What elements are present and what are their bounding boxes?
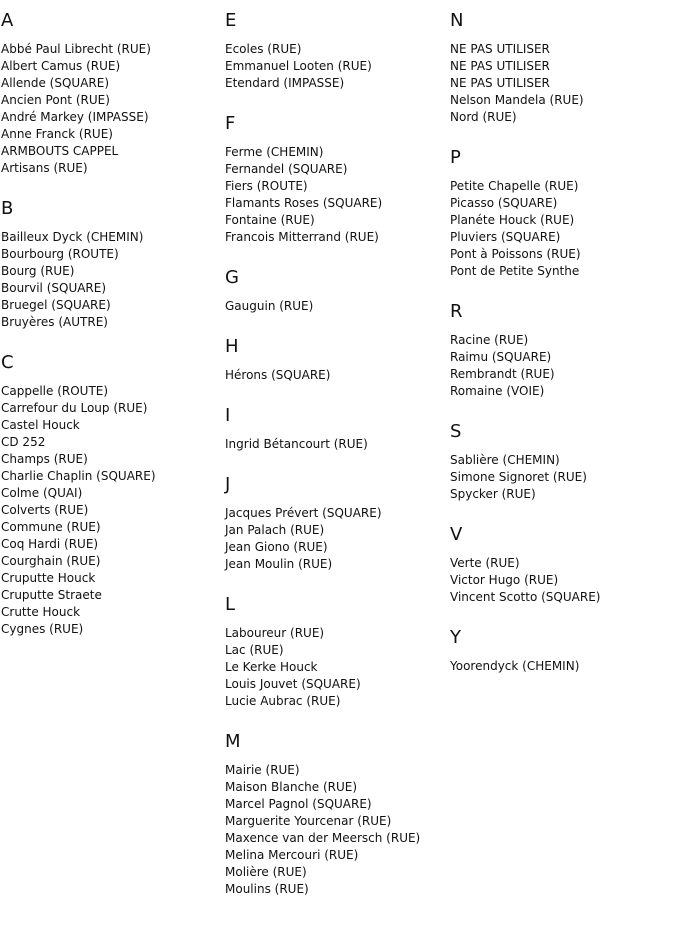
- letter-heading: A: [1, 10, 14, 31]
- street-item: Anne Franck (RUE): [1, 127, 113, 141]
- street-item: Melina Mercouri (RUE): [225, 848, 359, 862]
- letter-heading: M: [225, 731, 241, 752]
- street-item: Planéte Houck (RUE): [450, 213, 575, 227]
- street-item: Petite Chapelle (RUE): [450, 179, 579, 193]
- street-list: [225, 298, 445, 315]
- street-item: Carrefour du Loup (RUE): [1, 401, 148, 415]
- street-item: Pont à Poissons (RUE): [450, 247, 581, 261]
- street-item: Nelson Mandela (RUE): [450, 93, 584, 107]
- street-list: [225, 625, 445, 710]
- street-list: [450, 178, 670, 280]
- letter-heading: V: [450, 524, 463, 545]
- letter-section: [450, 524, 670, 606]
- street-list: [450, 555, 670, 606]
- letter-section: [450, 627, 670, 675]
- street-item: NE PAS UTILISER: [450, 76, 550, 90]
- street-item: Jacques Prévert (SQUARE): [225, 506, 382, 520]
- street-item: Cruputte Straete: [1, 588, 102, 602]
- letter-section: [225, 10, 445, 92]
- street-item: Pont de Petite Synthe: [450, 264, 580, 278]
- index-column-3: [450, 10, 670, 696]
- street-item: Hérons (SQUARE): [225, 368, 331, 382]
- street-item: Fernandel (SQUARE): [225, 162, 348, 176]
- street-item: Moulins (RUE): [225, 882, 309, 896]
- street-item: Raimu (SQUARE): [450, 350, 552, 364]
- index-column-1: [1, 10, 221, 659]
- street-item: Ingrid Bétancourt (RUE): [225, 437, 368, 451]
- street-item: Lac (RUE): [225, 643, 284, 657]
- street-item: Bourvil (SQUARE): [1, 281, 107, 295]
- street-item: Yoorendyck (CHEMIN): [450, 659, 580, 673]
- street-item: Molière (RUE): [225, 865, 307, 879]
- street-list: [225, 367, 445, 384]
- street-item: Nord (RUE): [450, 110, 517, 124]
- street-item: Fiers (ROUTE): [225, 179, 308, 193]
- letter-section: [450, 301, 670, 400]
- street-item: Fontaine (RUE): [225, 213, 315, 227]
- street-item: Picasso (SQUARE): [450, 196, 558, 210]
- letter-section: [450, 147, 670, 280]
- street-item: Le Kerke Houck: [225, 660, 318, 674]
- street-list: [225, 762, 445, 898]
- street-item: Flamants Roses (SQUARE): [225, 196, 383, 210]
- street-item: Bruegel (SQUARE): [1, 298, 111, 312]
- street-item: Marguerite Yourcenar (RUE): [225, 814, 392, 828]
- letter-heading: E: [225, 10, 237, 31]
- street-item: Verte (RUE): [450, 556, 520, 570]
- street-item: NE PAS UTILISER: [450, 59, 550, 73]
- street-item: Albert Camus (RUE): [1, 59, 121, 73]
- letter-heading: J: [225, 474, 231, 495]
- street-item: Commune (RUE): [1, 520, 101, 534]
- letter-heading: Y: [450, 627, 461, 648]
- street-item: Marcel Pagnol (SQUARE): [225, 797, 372, 811]
- letter-section: [225, 267, 445, 315]
- street-item: Champs (RUE): [1, 452, 88, 466]
- street-item: Jan Palach (RUE): [225, 523, 325, 537]
- street-list: [450, 41, 670, 126]
- street-item: Mairie (RUE): [225, 763, 300, 777]
- index-column-2: [225, 10, 445, 919]
- street-list: [1, 229, 221, 331]
- street-item: Laboureur (RUE): [225, 626, 325, 640]
- street-item: Victor Hugo (RUE): [450, 573, 559, 587]
- letter-section: [450, 10, 670, 126]
- street-item: Bailleux Dyck (CHEMIN): [1, 230, 144, 244]
- street-item: CD 252: [1, 435, 46, 449]
- street-item: Simone Signoret (RUE): [450, 470, 587, 484]
- street-item: Bruyères (AUTRE): [1, 315, 108, 329]
- street-item: Bourbourg (ROUTE): [1, 247, 119, 261]
- street-list: [1, 383, 221, 638]
- letter-heading: I: [225, 405, 231, 426]
- street-item: NE PAS UTILISER: [450, 42, 550, 56]
- street-item: ARMBOUTS CAPPEL: [1, 144, 119, 158]
- letter-heading: S: [450, 421, 462, 442]
- street-item: Louis Jouvet (SQUARE): [225, 677, 361, 691]
- letter-heading: H: [225, 336, 239, 357]
- letter-section: [225, 336, 445, 384]
- letter-heading: P: [450, 147, 461, 168]
- letter-section: [450, 421, 670, 503]
- street-list: [225, 505, 445, 573]
- street-item: Sablière (CHEMIN): [450, 453, 560, 467]
- street-item: Ancien Pont (RUE): [1, 93, 110, 107]
- street-item: Bourg (RUE): [1, 264, 75, 278]
- street-item: Maxence van der Meersch (RUE): [225, 831, 421, 845]
- street-item: Racine (RUE): [450, 333, 529, 347]
- street-item: Cygnes (RUE): [1, 622, 84, 636]
- street-item: Courghain (RUE): [1, 554, 101, 568]
- street-item: Jean Moulin (RUE): [225, 557, 333, 571]
- letter-heading: G: [225, 267, 239, 288]
- street-item: Cruputte Houck: [1, 571, 96, 585]
- street-item: Rembrandt (RUE): [450, 367, 555, 381]
- street-item: Emmanuel Looten (RUE): [225, 59, 372, 73]
- letter-section: [1, 198, 221, 331]
- street-list: [450, 658, 670, 675]
- street-item: Spycker (RUE): [450, 487, 536, 501]
- letter-heading: L: [225, 594, 236, 615]
- street-item: Ferme (CHEMIN): [225, 145, 324, 159]
- street-item: Romaine (VOIE): [450, 384, 545, 398]
- street-item: Ecoles (RUE): [225, 42, 302, 56]
- street-item: Maison Blanche (RUE): [225, 780, 358, 794]
- street-item: Etendard (IMPASSE): [225, 76, 345, 90]
- letter-section: [225, 113, 445, 246]
- street-list: [450, 452, 670, 503]
- street-list: [450, 332, 670, 400]
- street-item: Jean Giono (RUE): [225, 540, 328, 554]
- letter-section: [225, 405, 445, 453]
- street-item: Pluviers (SQUARE): [450, 230, 561, 244]
- street-item: Charlie Chaplin (SQUARE): [1, 469, 156, 483]
- letter-heading: B: [1, 198, 14, 219]
- letter-section: [225, 594, 445, 710]
- letter-section: [225, 474, 445, 573]
- street-item: Lucie Aubrac (RUE): [225, 694, 341, 708]
- street-item: André Markey (IMPASSE): [1, 110, 149, 124]
- street-item: Gauguin (RUE): [225, 299, 314, 313]
- street-list: [1, 41, 221, 177]
- street-item: Coq Hardi (RUE): [1, 537, 99, 551]
- letter-heading: C: [1, 352, 14, 373]
- street-list: [225, 436, 445, 453]
- street-item: Francois Mitterrand (RUE): [225, 230, 379, 244]
- street-list: [225, 144, 445, 246]
- street-item: Artisans (RUE): [1, 161, 88, 175]
- letter-heading: F: [225, 113, 236, 134]
- street-list: [225, 41, 445, 92]
- street-item: Allende (SQUARE): [1, 76, 110, 90]
- street-item: Crutte Houck: [1, 605, 81, 619]
- street-item: Castel Houck: [1, 418, 80, 432]
- letter-heading: N: [450, 10, 464, 31]
- street-item: Abbé Paul Librecht (RUE): [1, 42, 151, 56]
- letter-heading: R: [450, 301, 463, 322]
- letter-section: [225, 731, 445, 898]
- letter-section: [1, 10, 221, 177]
- street-item: Colme (QUAI): [1, 486, 83, 500]
- letter-section: [1, 352, 221, 638]
- street-item: Vincent Scotto (SQUARE): [450, 590, 601, 604]
- street-item: Cappelle (ROUTE): [1, 384, 109, 398]
- street-item: Colverts (RUE): [1, 503, 89, 517]
